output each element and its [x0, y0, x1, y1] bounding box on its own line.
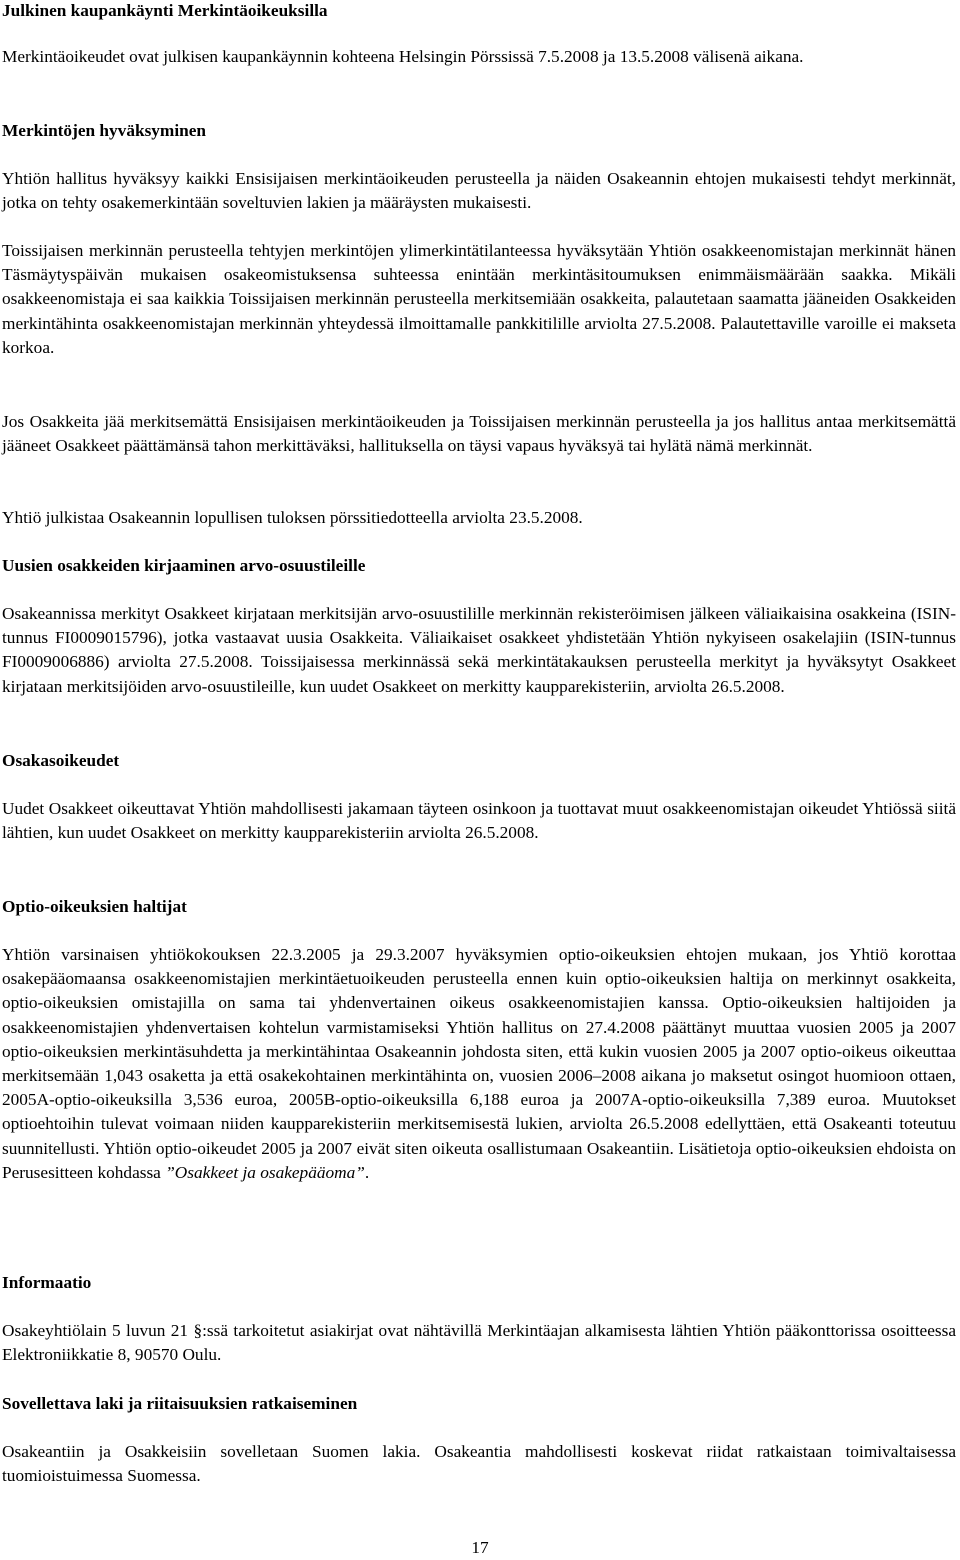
- heading-sovellettava-laki: Sovellettava laki ja riitaisuuksien ratkaiseminen: [2, 1394, 358, 1413]
- paragraph-kirjaaminen: Osakeannissa merkityt Osakkeet kirjataan merkitsijän arvo-osuustilille merkinnän rekisteröimisen jälkeen väliaikaisina osakkeina (ISIN-tunnus FI0009015796), jotka vastaavat uusia Osakkeita. Väliaikaiset osakkeet yhdistetään Yhtiön nykyiseen osakelajiin (ISIN-tunnus FI0009006886) arviolta 27.5.2008. Toissijaisessa merkinnässä sekä merkintätakauksen perusteella merkityt ja hyväksytyt Osakkeet kirjataan merkitsijöiden arvo-osuustileille, kun uudet Osakkeet on merkitty kaupparekisteriin, arviolta 26.5.2008.: [2, 604, 956, 696]
- heading-optio-oikeuksien-haltijat: Optio-oikeuksien haltijat: [2, 897, 187, 916]
- paragraph-hyvaksyminen-2: Toissijaisen merkinnän perusteella tehtyjen merkintöjen ylimerkintätilanteessa hyväksytään Yhtiön osakkeenomistajan merkinnät hänen Täsmäytyspäivän mukaisen osakeomistuksensa suhteessa enintään merkintäsitoumuksen enimmäismäärään saakka. Mikäli osakkeenomistaja ei saa kaikkia Toissijaisen merkinnän perusteella merkitsemiään osakkeita, palautetaan saamatta jääneiden Osakkeiden merkintähinta osakkeenomistajan merkinnän yhteydessä ilmoittamalle pankkitilille arviolta 27.5.2008. Palautettaville varoille ei makseta korkoa.: [2, 241, 956, 357]
- paragraph-optio-main: Yhtiön varsinaisen yhtiökokouksen 22.3.2005 ja 29.3.2007 hyväksymien optio-oikeuksien ehtojen mukaan, jos Yhtiö korottaa osakepääomaansa osakkeenomistajien merkintäetuoikeuden perusteella ennen kuin optio-oikeuksien haltija on merkinnyt osakkeita, optio-oikeuksien omistajilla on sama tai yhdenvertainen oikeus osakkeenomistajien kanssa. Optio-oikeuksien haltijoiden ja osakkeenomistajien yhdenvertaisen kohtelun varmistamiseksi Yhtiön hallitus on 27.4.2008 päättänyt muuttaa vuosien 2005 ja 2007 optio-oikeuksien merkintäsuhdetta ja merkintähintaa Osakeannin johdosta siten, että kukin vuosien 2005 ja 2007 optio-oikeus oikeuttaa merkitsemään 1,043 osaketta ja että osakekohtainen merkintähinta on, vuosien 2006–2008 aikana jo maksetut osingot huomioon ottaen, 2005A-optio-oikeuksilla 3,536 euroa, 2005B-optio-oikeuksilla 6,188 euroa ja 2007A-optio-oikeuksilla 7,389 euroa. Muutokset optioehtoihin tulevat voimaan niiden kaupparekisteriin merkitsemisestä lukien, arviolta 26.5.2008 edellyttäen, että Osakeanti toteutuu suunnitellusti. Yhtiön optio-oikeudet 2005 ja 2007 eivät siten oikeuta osallistumaan Osakeantiin. Lisätietoja optio-oikeuksien ehdoista on Perusesitteen kohdassa: [2, 945, 956, 1182]
- heading-julkinen-kaupankaynti: Julkinen kaupankäynti Merkintäoikeuksilla: [2, 1, 328, 20]
- paragraph-osakasoikeudet: Uudet Osakkeet oikeuttavat Yhtiön mahdollisesti jakamaan täyteen osinkoon ja tuottavat muut osakkeenomistajan oikeudet Yhtiössä siitä lähtien, kun uudet Osakkeet on merkitty kaupparekisteriin arviolta 26.5.2008.: [2, 799, 956, 843]
- heading-osakasoikeudet: Osakasoikeudet: [2, 751, 120, 770]
- page-number: 17: [471, 1538, 489, 1557]
- paragraph-sovellettava-laki: Osakeantiin ja Osakkeisiin sovelletaan Suomen lakia. Osakeantia mahdollisesti koskevat riidat ratkaistaan toimivaltaisessa tuomioistuimessa Suomessa.: [2, 1442, 956, 1486]
- heading-merkintojen-hyvaksyminen: Merkintöjen hyväksyminen: [2, 121, 207, 140]
- paragraph-optio-oikeuksien-haltijat: [2, 943, 956, 1185]
- paragraph-optio-end: .: [364, 1162, 370, 1182]
- paragraph-informaatio: Osakeyhtiölain 5 luvun 21 §:ssä tarkoitetut asiakirjat ovat nähtävillä Merkintäajan alkamisesta lähtien Yhtiön pääkonttorissa osoitteessa Elektroniikkatie 8, 90570 Oulu.: [2, 1321, 956, 1365]
- paragraph-hyvaksyminen-1: Yhtiön hallitus hyväksyy kaikki Ensisijaisen merkintäoikeuden perusteella ja näiden Osakeannin ehtojen mukaisesti tehdyt merkinnät, jotka on tehty osakemerkintään soveltuvien lakien ja määräysten mukaisesti.: [2, 169, 956, 213]
- paragraph-julkinen-kaupankaynti: Merkintäoikeudet ovat julkisen kaupankäynnin kohteena Helsingin Pörssissä 7.5.2008 ja 13.5.2008 välisenä aikana.: [2, 47, 804, 66]
- heading-kirjaaminen: Uusien osakkeiden kirjaaminen arvo-osuustileille: [2, 556, 366, 575]
- paragraph-hyvaksyminen-4: Yhtiö julkistaa Osakeannin lopullisen tuloksen pörssitiedotteella arviolta 23.5.2008.: [2, 508, 583, 527]
- paragraph-hyvaksyminen-3: Jos Osakkeita jää merkitsemättä Ensisijaisen merkintäoikeuden ja Toissijaisen merkinnän perusteella ja jos hallitus antaa merkitsemättä jääneet Osakkeet päättämänsä tahon merkittäväksi, hallituksella on täysi vapaus hyväksyä tai hylätä nämä merkinnät.: [2, 412, 956, 456]
- reference-osakkeet-ja-osakepaaoma: ”Osakkeet ja osakepääoma”: [165, 1162, 365, 1182]
- heading-informaatio: Informaatio: [2, 1273, 92, 1292]
